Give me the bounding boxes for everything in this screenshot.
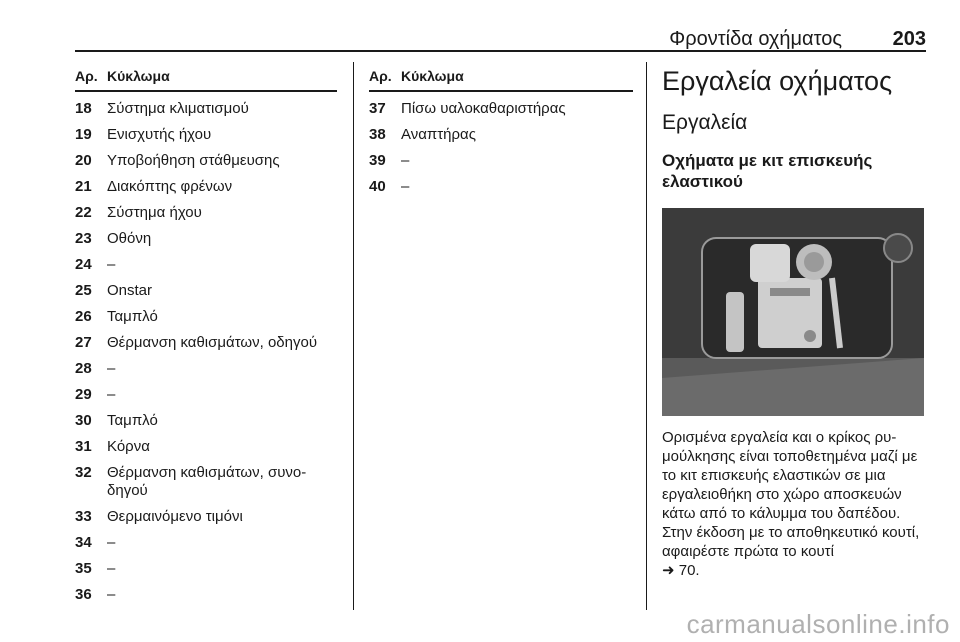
fuse-number: 33 <box>75 508 92 525</box>
fuse-number: 20 <box>75 152 92 169</box>
tool-kit-illustration <box>662 208 924 416</box>
header-rule <box>75 50 926 52</box>
page-reference-icon: ➜ <box>662 562 675 579</box>
fuse-number: 18 <box>75 100 92 117</box>
table-body <box>369 92 633 196</box>
page-header-title: Φροντίδα οχήματος <box>669 28 842 50</box>
table-row <box>75 126 337 144</box>
circuit-name: Θέρμανση καθισμάτων, συνο-δηγού <box>107 464 307 499</box>
fuse-number: 28 <box>75 360 92 377</box>
table-row <box>75 386 337 404</box>
tools-description <box>662 428 926 580</box>
tools-section <box>662 64 926 580</box>
circuit-name: Ταμπλό <box>107 308 158 325</box>
table-row <box>369 100 633 118</box>
circuit-name: Σύστημα κλιματισμού <box>107 100 249 117</box>
column-divider <box>353 62 354 610</box>
table-row <box>75 534 337 552</box>
page-reference: 70. <box>678 562 700 579</box>
circuit-name: Onstar <box>107 282 153 299</box>
table-row <box>75 508 337 526</box>
table-row <box>75 560 337 578</box>
col-header-number: Αρ. <box>75 68 98 84</box>
circuit-name: Οθόνη <box>107 230 152 247</box>
fuse-number: 34 <box>75 534 92 551</box>
table-row <box>75 282 337 300</box>
fuse-number: 30 <box>75 412 92 429</box>
fuse-number: 38 <box>369 126 386 143</box>
fuse-number: 35 <box>75 560 92 577</box>
circuit-name: Σύστημα ήχου <box>107 204 202 221</box>
circuit-name: – <box>107 560 116 577</box>
fuse-number: 25 <box>75 282 92 299</box>
fuse-number: 26 <box>75 308 92 325</box>
section-title: Εργαλεία οχήματος <box>662 66 893 96</box>
table-row <box>75 204 337 222</box>
circuit-name: – <box>401 152 410 169</box>
circuit-name: Ταμπλό <box>107 412 158 429</box>
circuit-name: Ενισχυτής ήχου <box>107 126 212 143</box>
col-header-circuit: Κύκλωμα <box>401 68 464 84</box>
circuit-name: Υποβοήθηση στάθμευσης <box>107 152 280 169</box>
table-body <box>75 92 337 604</box>
fuse-number: 24 <box>75 256 92 273</box>
circuit-name: Θερμαινόμενο τιμόνι <box>107 508 243 525</box>
circuit-name: Διακόπτης φρένων <box>107 178 233 195</box>
table-row <box>75 360 337 378</box>
table-row <box>369 126 633 144</box>
table-row <box>75 152 337 170</box>
fuse-number: 23 <box>75 230 92 247</box>
subsection-title: Εργαλεία <box>662 111 748 134</box>
fuse-number: 29 <box>75 386 92 403</box>
fuse-number: 21 <box>75 178 92 195</box>
fuse-number: 32 <box>75 464 92 481</box>
table-row <box>75 308 337 326</box>
circuit-name: Θέρμανση καθισμάτων, οδηγού <box>107 334 318 351</box>
fuse-table-middle <box>369 68 633 204</box>
fuse-number: 31 <box>75 438 92 455</box>
circuit-name: Πίσω υαλοκαθαριστήρας <box>401 100 566 117</box>
table-row <box>75 586 337 604</box>
col-header-number: Αρ. <box>369 68 392 84</box>
circuit-name: – <box>107 534 116 551</box>
table-row <box>75 178 337 196</box>
tools-description-text: Ορισμένα εργαλεία και ο κρίκος ρυ-μούλκησης είναι τοποθετημένα μαζί με το κιτ επισκευής ελαστικών σε μια εργαλειοθήκη στο χώρο αποσκευών κάτω από το κάλυμμα του δαπέδου. Στην έκδοση με το αποθηκευτικό κουτί, αφαιρέστε πρώτα το κουτί <box>662 429 920 560</box>
fuse-number: 40 <box>369 178 386 195</box>
tool-kit-photo <box>662 208 924 416</box>
fuse-number: 39 <box>369 152 386 169</box>
column-divider <box>646 62 647 610</box>
circuit-name: – <box>107 586 116 603</box>
circuit-name: – <box>107 256 116 273</box>
fuse-table-left <box>75 68 337 612</box>
table-header <box>369 68 633 92</box>
table-row <box>75 100 337 118</box>
circuit-name: – <box>107 386 116 403</box>
fuse-number: 37 <box>369 100 386 117</box>
circuit-name: – <box>401 178 410 195</box>
fuse-number: 19 <box>75 126 92 143</box>
table-header <box>75 68 337 92</box>
fuse-number: 36 <box>75 586 92 603</box>
fuse-number: 22 <box>75 204 92 221</box>
table-row <box>75 464 337 500</box>
table-row <box>75 438 337 456</box>
table-row <box>75 334 337 352</box>
circuit-name: Αναπτήρας <box>401 126 476 143</box>
table-row <box>75 412 337 430</box>
fuse-number: 27 <box>75 334 92 351</box>
page-number: 203 <box>892 28 926 50</box>
table-row <box>369 152 633 170</box>
col-header-circuit: Κύκλωμα <box>107 68 170 84</box>
circuit-name: Κόρνα <box>107 438 150 455</box>
watermark: carmanualsonline.info <box>686 609 950 639</box>
table-row <box>75 256 337 274</box>
circuit-name: – <box>107 360 116 377</box>
subheading: Οχήματα με κιτ επισκευής ελαστικού <box>662 151 873 191</box>
table-row <box>75 230 337 248</box>
table-row <box>369 178 633 196</box>
